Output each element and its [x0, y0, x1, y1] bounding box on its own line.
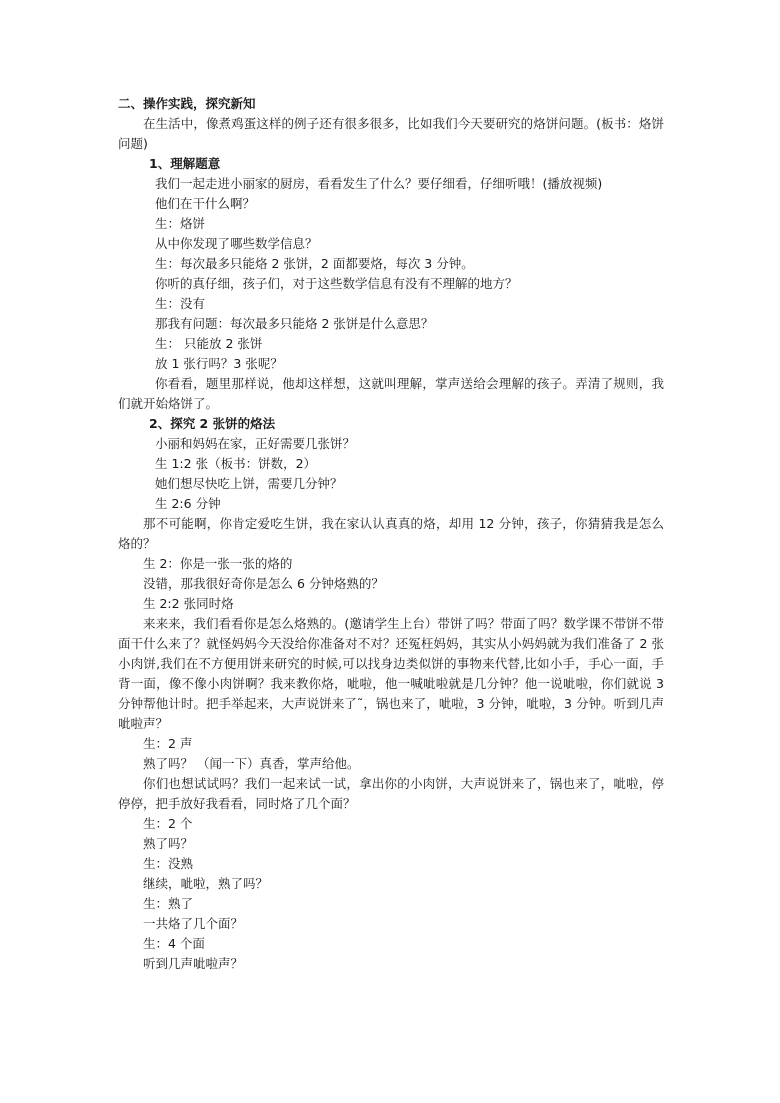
- dialogue-line: 放 1 张行吗？3 张呢？: [155, 356, 283, 371]
- part2-paragraph-3: 你们也想试试吗？我们一起来试一试，拿出你的小肉饼，大声说饼来了，锅也来了，呲啦，停停停，把手放好我看看，同时烙了几个面？: [118, 776, 664, 811]
- intro-paragraph: 在生活中，像煮鸡蛋这样的例子还有很多很多，比如我们今天要研究的烙饼问题。(板书：烙饼问题): [118, 116, 664, 151]
- dialogue-line: 生 1:2 张（板书：饼数，2）: [155, 456, 317, 471]
- dialogue-line: 一共烙了几个面？: [143, 916, 244, 931]
- part2-paragraph-1: 那不可能啊，你肯定爱吃生饼，我在家认认真真的烙，却用 12 分钟，孩子，你猜猜我是怎么烙的？: [118, 516, 664, 551]
- dialogue-line: 没错，那我很好奇你是怎么 6 分钟烙熟的？: [143, 576, 384, 591]
- dialogue-line: 生：每次最多只能烙 2 张饼，2 面都要烙，每次 3 分钟。: [155, 256, 474, 271]
- dialogue-line: 生：2 声: [143, 736, 193, 751]
- dialogue-line: 生：2 个: [143, 816, 193, 831]
- document-page: [118, 94, 664, 974]
- dialogue-line: 从中你发现了哪些数学信息？: [155, 236, 318, 251]
- dialogue-line: 生：没有: [155, 296, 206, 311]
- dialogue-line: 生：熟了: [143, 896, 194, 911]
- dialogue-line: 生 2:2 张同时烙: [143, 596, 234, 611]
- dialogue-line: 继续，呲啦，熟了吗？: [143, 876, 269, 891]
- dialogue-line: 生：烙饼: [155, 216, 206, 231]
- dialogue-line: 你听的真仔细，孩子们，对于这些数学信息有没有不理解的地方？: [155, 276, 518, 291]
- dialogue-line: 听到几声呲啦声？: [143, 956, 244, 971]
- part1-heading: 1、理解题意: [149, 156, 221, 171]
- dialogue-line: 生 2：你是一张一张的烙的: [143, 556, 293, 571]
- part2-paragraph-2: 来来来，我们看看你是怎么烙熟的。(邀请学生上台）带饼了吗？带面了吗？数学课不带饼不带面干什么来了？就怪妈妈今天没给你准备对不对？还冤枉妈妈，其实从小妈妈就为我们准备了 2 张小肉饼,我们在不方便用饼来研究的时候,可以找身边类似饼的事物来代替,比如小手，手心一面，手背一面，像不像小肉饼啊？我来教你烙，呲啦，他一喊呲啦就是几分钟？他一说呲啦，你们就说 3 分钟帮他计时。把手举起来，大声说饼来了˜，锅也来了，呲啦，3 分钟，呲啦，3 分钟。听到几声呲啦声？: [118, 616, 664, 731]
- dialogue-line: 小丽和妈妈在家，正好需要几张饼？: [155, 436, 356, 451]
- dialogue-line: 生： 只能放 2 张饼: [155, 336, 263, 351]
- dialogue-line: 生：没熟: [143, 856, 194, 871]
- dialogue-line: 熟了吗？ （闻一下）真香，掌声给他。: [143, 756, 360, 771]
- part2-heading: 2、探究 2 张饼的烙法: [149, 416, 276, 431]
- dialogue-line: 生 2:6 分钟: [155, 496, 221, 511]
- dialogue-line: 那我有问题：每次最多只能烙 2 张饼是什么意思？: [155, 316, 434, 331]
- dialogue-line: 我们一起走进小丽家的厨房，看看发生了什么？要仔细看，仔细听哦！(播放视频): [155, 176, 603, 191]
- dialogue-line: 他们在干什么啊？: [155, 196, 256, 211]
- dialogue-line: 她们想尽快吃上饼，需要几分钟？: [155, 476, 343, 491]
- part1-paragraph: 你看看，题里那样说，他却这样想，这就叫理解，掌声送给会理解的孩子。弄清了规则，我们就开始烙饼了。: [118, 376, 664, 411]
- section-title: 二、操作实践，探究新知: [118, 96, 256, 111]
- dialogue-line: 熟了吗？: [143, 836, 194, 851]
- dialogue-line: 生：4 个面: [143, 936, 205, 951]
